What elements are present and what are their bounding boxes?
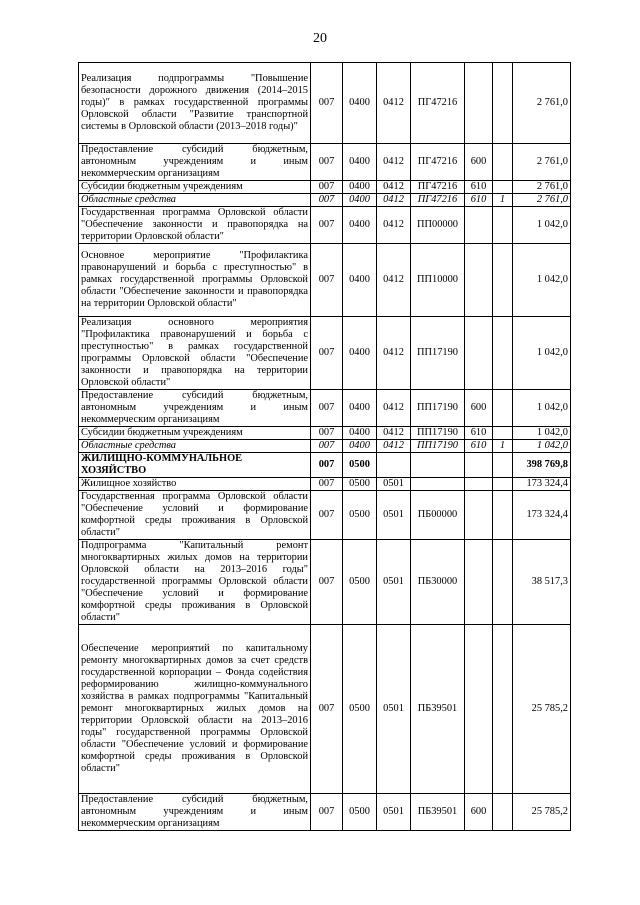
subsection-code: 0412 [377, 427, 411, 440]
target-article-code: ПП10000 [411, 244, 465, 317]
ministry-code: 007 [311, 207, 343, 244]
section-code: 0400 [343, 440, 377, 453]
table-row [79, 453, 571, 478]
section-code: 0400 [343, 63, 377, 144]
target-article-code: ПБ30000 [411, 540, 465, 625]
expense-type-code: 610 [465, 181, 493, 194]
target-article-code: ПБ00000 [411, 491, 465, 540]
page-number: 20 [313, 31, 327, 46]
row-name: Реализация основного мероприятия "Профилактика правонарушений и борьба с преступностью" в рамках государственной программы Орловской области "Обеспечение законности и правопорядка на территории Орловской области" [79, 317, 311, 390]
row-name: Реализация подпрограммы "Повышение безопасности дорожного движения (2014–2015 годы)" в рамках государственной программы Орловской области "Развитие транспортной системы в Орловской области (2013–2018 годы)" [79, 63, 311, 144]
funding-source-code [493, 427, 513, 440]
ministry-code: 007 [311, 181, 343, 194]
subsection-code: 0412 [377, 244, 411, 317]
expense-type-code: 600 [465, 144, 493, 181]
table-row [79, 625, 571, 794]
funding-source-code [493, 181, 513, 194]
ministry-code: 007 [311, 478, 343, 491]
table-row [79, 540, 571, 625]
row-name: Предоставление субсидий бюджетным, автономным учреждениям и иным некоммерческим организациям [79, 144, 311, 181]
target-article-code: ПГ47216 [411, 181, 465, 194]
amount-value: 25 785,2 [513, 794, 571, 831]
expense-type-code: 610 [465, 440, 493, 453]
section-code: 0500 [343, 453, 377, 478]
funding-source-code: 1 [493, 440, 513, 453]
row-name: Подпрограмма "Капитальный ремонт многоквартирных жилых домов на территории Орловской области на 2013–2016 годы" государственной программы Орловской области "Обеспечение условий и формирование комфортной среды проживания в Орловской области" [79, 540, 311, 625]
subsection-code: 0501 [377, 478, 411, 491]
target-article-code: ПГ47216 [411, 194, 465, 207]
subsection-code: 0412 [377, 317, 411, 390]
amount-value: 2 761,0 [513, 63, 571, 144]
subsection-code: 0501 [377, 491, 411, 540]
table-row [79, 491, 571, 540]
funding-source-code [493, 625, 513, 794]
table-row [79, 794, 571, 831]
row-name: Предоставление субсидий бюджетным, автономным учреждениям и иным некоммерческим организациям [79, 390, 311, 427]
table-row [79, 427, 571, 440]
target-article-code: ПБ39501 [411, 625, 465, 794]
budget-table-body [79, 63, 571, 831]
expense-type-code: 600 [465, 390, 493, 427]
section-code: 0400 [343, 181, 377, 194]
funding-source-code [493, 63, 513, 144]
row-name: Областные средства [79, 440, 311, 453]
section-code: 0400 [343, 207, 377, 244]
ministry-code: 007 [311, 194, 343, 207]
ministry-code: 007 [311, 244, 343, 317]
amount-value: 1 042,0 [513, 390, 571, 427]
funding-source-code [493, 390, 513, 427]
table-row [79, 63, 571, 144]
target-article-code: ПГ47216 [411, 144, 465, 181]
table-row [79, 317, 571, 390]
expense-type-code [465, 63, 493, 144]
section-code: 0400 [343, 427, 377, 440]
table-row [79, 440, 571, 453]
section-code: 0400 [343, 194, 377, 207]
table-row [79, 478, 571, 491]
amount-value: 398 769,8 [513, 453, 571, 478]
expense-type-code [465, 207, 493, 244]
table-row [79, 181, 571, 194]
budget-table [78, 62, 571, 831]
target-article-code [411, 453, 465, 478]
funding-source-code [493, 794, 513, 831]
row-name: Областные средства [79, 194, 311, 207]
row-name: Субсидии бюджетным учреждениям [79, 181, 311, 194]
amount-value: 25 785,2 [513, 625, 571, 794]
row-name: Жилищное хозяйство [79, 478, 311, 491]
subsection-code: 0412 [377, 144, 411, 181]
ministry-code: 007 [311, 427, 343, 440]
amount-value: 173 324,4 [513, 478, 571, 491]
section-code: 0500 [343, 625, 377, 794]
amount-value: 2 761,0 [513, 194, 571, 207]
ministry-code: 007 [311, 390, 343, 427]
ministry-code: 007 [311, 491, 343, 540]
amount-value: 173 324,4 [513, 491, 571, 540]
funding-source-code [493, 491, 513, 540]
amount-value: 1 042,0 [513, 317, 571, 390]
ministry-code: 007 [311, 440, 343, 453]
subsection-code: 0501 [377, 625, 411, 794]
ministry-code: 007 [311, 144, 343, 181]
section-code: 0500 [343, 478, 377, 491]
row-name: Основное мероприятие "Профилактика правонарушений и борьба с преступностью" в рамках государственной программы Орловской области "Обеспечение законности и правопорядка на территории Орловской области" [79, 244, 311, 317]
subsection-code: 0412 [377, 181, 411, 194]
funding-source-code [493, 540, 513, 625]
row-name: Предоставление субсидий бюджетным, автономным учреждениям и иным некоммерческим организациям [79, 794, 311, 831]
table-row [79, 207, 571, 244]
expense-type-code [465, 491, 493, 540]
table-row [79, 144, 571, 181]
funding-source-code [493, 144, 513, 181]
subsection-code: 0412 [377, 207, 411, 244]
row-name: Субсидии бюджетным учреждениям [79, 427, 311, 440]
ministry-code: 007 [311, 317, 343, 390]
funding-source-code [493, 478, 513, 491]
section-code: 0500 [343, 794, 377, 831]
expense-type-code [465, 453, 493, 478]
row-name: Государственная программа Орловской области "Обеспечение законности и правопорядка на территории Орловской области" [79, 207, 311, 244]
amount-value: 1 042,0 [513, 440, 571, 453]
target-article-code: ПП00000 [411, 207, 465, 244]
expense-type-code: 600 [465, 794, 493, 831]
subsection-code: 0501 [377, 794, 411, 831]
funding-source-code [493, 453, 513, 478]
section-code: 0500 [343, 491, 377, 540]
table-row [79, 194, 571, 207]
amount-value: 1 042,0 [513, 207, 571, 244]
funding-source-code [493, 207, 513, 244]
funding-source-code: 1 [493, 194, 513, 207]
amount-value: 1 042,0 [513, 427, 571, 440]
target-article-code: ПП17190 [411, 427, 465, 440]
expense-type-code: 610 [465, 427, 493, 440]
target-article-code [411, 478, 465, 491]
amount-value: 2 761,0 [513, 181, 571, 194]
subsection-code [377, 453, 411, 478]
expense-type-code [465, 478, 493, 491]
row-name: ЖИЛИЩНО-КОММУНАЛЬНОЕ ХОЗЯЙСТВО [79, 453, 311, 478]
ministry-code: 007 [311, 794, 343, 831]
target-article-code: ПБ39501 [411, 794, 465, 831]
section-code: 0400 [343, 390, 377, 427]
expense-type-code: 610 [465, 194, 493, 207]
expense-type-code [465, 244, 493, 317]
target-article-code: ПП17190 [411, 440, 465, 453]
ministry-code: 007 [311, 63, 343, 144]
subsection-code: 0412 [377, 194, 411, 207]
funding-source-code [493, 317, 513, 390]
section-code: 0400 [343, 144, 377, 181]
section-code: 0400 [343, 317, 377, 390]
ministry-code: 007 [311, 540, 343, 625]
amount-value: 1 042,0 [513, 244, 571, 317]
amount-value: 2 761,0 [513, 144, 571, 181]
ministry-code: 007 [311, 453, 343, 478]
table-row [79, 244, 571, 317]
expense-type-code [465, 540, 493, 625]
section-code: 0500 [343, 540, 377, 625]
target-article-code: ПП17190 [411, 317, 465, 390]
target-article-code: ПГ47216 [411, 63, 465, 144]
amount-value: 38 517,3 [513, 540, 571, 625]
section-code: 0400 [343, 244, 377, 317]
subsection-code: 0412 [377, 440, 411, 453]
subsection-code: 0412 [377, 390, 411, 427]
funding-source-code [493, 244, 513, 317]
subsection-code: 0501 [377, 540, 411, 625]
expense-type-code [465, 317, 493, 390]
expense-type-code [465, 625, 493, 794]
subsection-code: 0412 [377, 63, 411, 144]
table-row [79, 390, 571, 427]
row-name: Обеспечение мероприятий по капитальному ремонту многоквартирных домов за счет средств государственной корпорации – Фонда содействия реформированию жилищно-коммунального хозяйства в рамках подпрограммы "Капитальный ремонт многоквартирных жилых домов на территории Орловской области на 2013–2016 годы" государственной программы Орловской области "Обеспечение условий и формирование комфортной среды проживания в Орловской области" [79, 625, 311, 794]
row-name: Государственная программа Орловской области "Обеспечение условий и формирование комфортной среды проживания в Орловской области" [79, 491, 311, 540]
target-article-code: ПП17190 [411, 390, 465, 427]
ministry-code: 007 [311, 625, 343, 794]
